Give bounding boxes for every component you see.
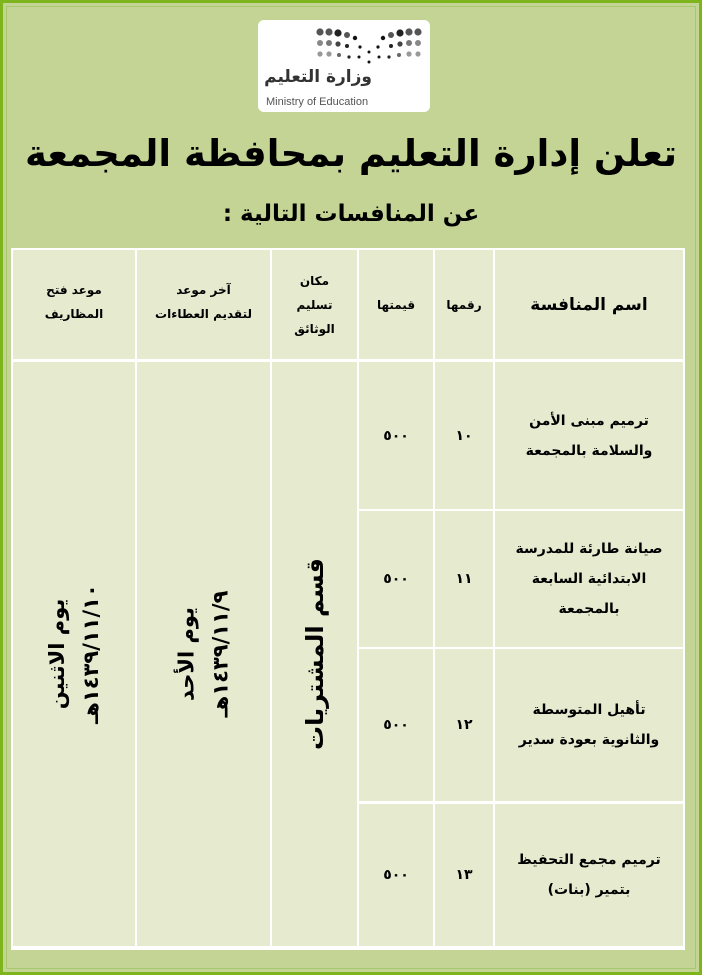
header-opening-date-line: المظاريف [44,307,104,321]
header-delivery-place-line: الوثائق [294,321,335,336]
header-submission-deadline-line: آخر موعد [176,283,231,297]
delivery-place-text: قسم المشتريات [300,558,329,750]
merged-opening-date [13,362,135,946]
ministry-name-english: Ministry of Education [266,96,369,108]
row-name-line: ترميم مجمع التحفيظ [517,852,661,868]
submission-deadline-day: يوم الأحد [174,607,199,701]
table-row-value: ٥٠٠ [359,804,433,946]
page-subtitle: عن المنافسات التالية : [222,201,480,227]
row-name-line: والثانوية بعودة سدير [518,732,660,748]
table-row-value: ٥٠٠ [359,649,433,801]
opening-date-text [40,584,108,724]
ministry-logo [258,20,430,112]
table-row-number: ١٢ [435,649,493,801]
header-value-label: قيمتها [376,297,416,312]
submission-deadline-text [170,591,238,718]
row-name-line: والسلامة بالمجمعة [525,442,653,459]
page-title: تعلن إدارة التعليم بمحافظة المجمعة [24,132,678,175]
header-submission-deadline-line: لتقديم العطاءات [155,307,252,321]
tenders-table [11,248,685,950]
opening-date-date: ١٤٣٩/١١/١٠هـ [78,584,103,724]
header-name [495,250,683,359]
merged-submission-deadline [137,362,270,946]
table-row-value: ٥٠٠ [359,362,433,509]
table-row-number: ١١ [435,511,493,647]
table-row-name [495,511,683,647]
header-submission-deadline [137,250,270,359]
ministry-name-arabic: وزارة التعليم [264,67,372,87]
table-row-value: ٥٠٠ [359,511,433,647]
header-opening-date [13,250,135,359]
table-row-name [495,649,683,801]
table-row-number: ١٠ [435,362,493,509]
row-name-line: بتمير (بنات) [547,882,631,898]
header-delivery-place [272,250,357,359]
ministry-dots-logo-icon [314,26,424,66]
table-row-number: ١٣ [435,804,493,946]
opening-date-day: يوم الاثنين [44,598,69,710]
submission-deadline-date: ١٤٣٩/١١/٩هـ [208,590,233,718]
header-number-label: رقمها [446,297,482,312]
row-name-line: ترميم مبنى الأمن [529,412,649,429]
row-name-line: الابتدائية السابعة [531,571,647,587]
merged-delivery-place [272,362,357,946]
header-number [435,250,493,359]
header-name-label: اسم المنافسة [530,294,648,315]
row-name-line: تأهيل المتوسطة [532,702,646,718]
row-name-line: بالمجمعة [558,601,620,617]
row-name-line: صيانة طارئة للمدرسة [515,541,663,557]
table-row-name [495,362,683,509]
table-row-name [495,804,683,946]
header-value [359,250,433,359]
header-delivery-place-line: تسليم [296,297,333,312]
header-opening-date-line: موعد فتح [46,283,102,297]
header-delivery-place-line: مكان [299,273,330,288]
